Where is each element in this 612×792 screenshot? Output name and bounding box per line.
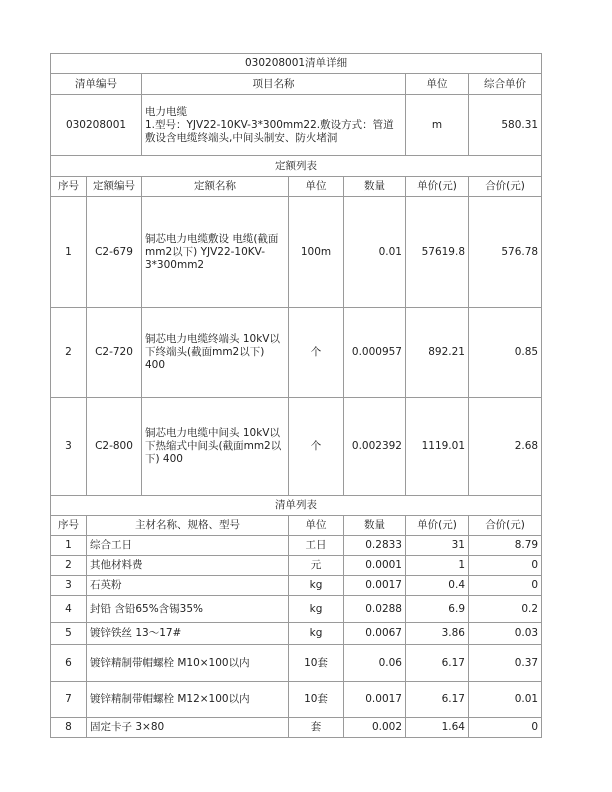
unit-header: 单位: [406, 74, 469, 95]
mat-qty: 0.06: [344, 645, 406, 682]
mat-no: 7: [51, 682, 87, 718]
mat-price: 3.86: [406, 623, 469, 645]
mat-no: 1: [51, 536, 87, 556]
mat-unit: kg: [289, 576, 344, 596]
mat-price: 1: [406, 556, 469, 576]
item-row: [51, 95, 542, 156]
quota-no: 2: [51, 308, 87, 398]
mat-col-price: 单价(元): [406, 516, 469, 536]
quota-section-title: 定额列表: [51, 156, 542, 177]
mat-name: 石英粉: [87, 576, 289, 596]
quota-code: C2-679: [87, 197, 142, 308]
mat-total: 0: [469, 556, 542, 576]
material-row: [51, 536, 542, 556]
materials-section-title: 清单列表: [51, 496, 542, 516]
quota-qty: 0.01: [344, 197, 406, 308]
materials-header-row: [51, 516, 542, 536]
material-row: [51, 576, 542, 596]
mat-qty: 0.0017: [344, 576, 406, 596]
mat-col-qty: 数量: [344, 516, 406, 536]
quota-price: 57619.8: [406, 197, 469, 308]
bill-detail-table: [50, 53, 542, 738]
quota-col-unit: 单位: [289, 177, 344, 197]
mat-unit: 工日: [289, 536, 344, 556]
mat-qty: 0.0001: [344, 556, 406, 576]
title-row: [51, 54, 542, 74]
quota-row: [51, 398, 542, 496]
mat-no: 5: [51, 623, 87, 645]
mat-name: 封铅 含铅65%含锡35%: [87, 596, 289, 623]
mat-price: 6.9: [406, 596, 469, 623]
mat-name: 综合工日: [87, 536, 289, 556]
quota-col-qty: 数量: [344, 177, 406, 197]
item-name: 电力电缆 1.型号：YJV22-10KV-3*300mm22.敷设方式：管道敷设含电缆终端头,中间头制安、防火堵洞: [142, 95, 406, 156]
quota-unit: 个: [289, 398, 344, 496]
price-header: 综合单价: [469, 74, 542, 95]
mat-unit: kg: [289, 623, 344, 645]
header-row: [51, 74, 542, 95]
quota-qty: 0.000957: [344, 308, 406, 398]
quota-header-row: [51, 177, 542, 197]
quota-total: 2.68: [469, 398, 542, 496]
mat-no: 4: [51, 596, 87, 623]
quota-col-code: 定额编号: [87, 177, 142, 197]
mat-total: 0.37: [469, 645, 542, 682]
mat-price: 6.17: [406, 682, 469, 718]
quota-row: [51, 197, 542, 308]
table-title: 030208001清单详细: [51, 54, 542, 74]
mat-unit: 套: [289, 718, 344, 738]
materials-section-row: [51, 496, 542, 516]
quota-price: 892.21: [406, 308, 469, 398]
quota-price: 1119.01: [406, 398, 469, 496]
name-header: 项目名称: [142, 74, 406, 95]
mat-total: 0.2: [469, 596, 542, 623]
material-row: [51, 596, 542, 623]
quota-col-name: 定额名称: [142, 177, 289, 197]
mat-qty: 0.0288: [344, 596, 406, 623]
mat-price: 0.4: [406, 576, 469, 596]
mat-no: 8: [51, 718, 87, 738]
quota-code: C2-720: [87, 308, 142, 398]
quota-unit: 100m: [289, 197, 344, 308]
material-row: [51, 623, 542, 645]
mat-unit: kg: [289, 596, 344, 623]
item-price: 580.31: [469, 95, 542, 156]
mat-col-unit: 单位: [289, 516, 344, 536]
material-row: [51, 718, 542, 738]
quota-name: 铜芯电力电缆中间头 10kV以下热缩式中间头(截面mm2以下) 400: [142, 398, 289, 496]
mat-name: 镀锌铁丝 13～17#: [87, 623, 289, 645]
mat-unit: 10套: [289, 682, 344, 718]
mat-price: 31: [406, 536, 469, 556]
quota-name: 铜芯电力电缆敷设 电缆(截面mm2以下) YJV22-10KV-3*300mm2: [142, 197, 289, 308]
mat-no: 6: [51, 645, 87, 682]
mat-name: 固定卡子 3×80: [87, 718, 289, 738]
code-header: 清单编号: [51, 74, 142, 95]
quota-name: 铜芯电力电缆终端头 10kV以下终端头(截面mm2以下) 400: [142, 308, 289, 398]
mat-total: 0.03: [469, 623, 542, 645]
mat-unit: 元: [289, 556, 344, 576]
material-row: [51, 645, 542, 682]
quota-unit: 个: [289, 308, 344, 398]
mat-name: 其他材料费: [87, 556, 289, 576]
item-code: 030208001: [51, 95, 142, 156]
mat-total: 8.79: [469, 536, 542, 556]
mat-name: 镀锌精制带帽螺栓 M12×100以内: [87, 682, 289, 718]
quota-col-total: 合价(元): [469, 177, 542, 197]
quota-qty: 0.002392: [344, 398, 406, 496]
quota-code: C2-800: [87, 398, 142, 496]
quota-row: [51, 308, 542, 398]
mat-total: 0.01: [469, 682, 542, 718]
mat-name: 镀锌精制带帽螺栓 M10×100以内: [87, 645, 289, 682]
mat-price: 1.64: [406, 718, 469, 738]
quota-total: 0.85: [469, 308, 542, 398]
mat-col-name: 主材名称、规格、型号: [87, 516, 289, 536]
item-unit: m: [406, 95, 469, 156]
mat-total: 0: [469, 718, 542, 738]
quota-section-row: [51, 156, 542, 177]
quota-no: 1: [51, 197, 87, 308]
mat-qty: 0.0017: [344, 682, 406, 718]
mat-no: 3: [51, 576, 87, 596]
mat-col-total: 合价(元): [469, 516, 542, 536]
mat-col-no: 序号: [51, 516, 87, 536]
mat-total: 0: [469, 576, 542, 596]
mat-price: 6.17: [406, 645, 469, 682]
quota-total: 576.78: [469, 197, 542, 308]
quota-no: 3: [51, 398, 87, 496]
mat-qty: 0.2833: [344, 536, 406, 556]
mat-no: 2: [51, 556, 87, 576]
quota-col-price: 单价(元): [406, 177, 469, 197]
mat-unit: 10套: [289, 645, 344, 682]
material-row: [51, 556, 542, 576]
mat-qty: 0.002: [344, 718, 406, 738]
quota-col-no: 序号: [51, 177, 87, 197]
mat-qty: 0.0067: [344, 623, 406, 645]
material-row: [51, 682, 542, 718]
